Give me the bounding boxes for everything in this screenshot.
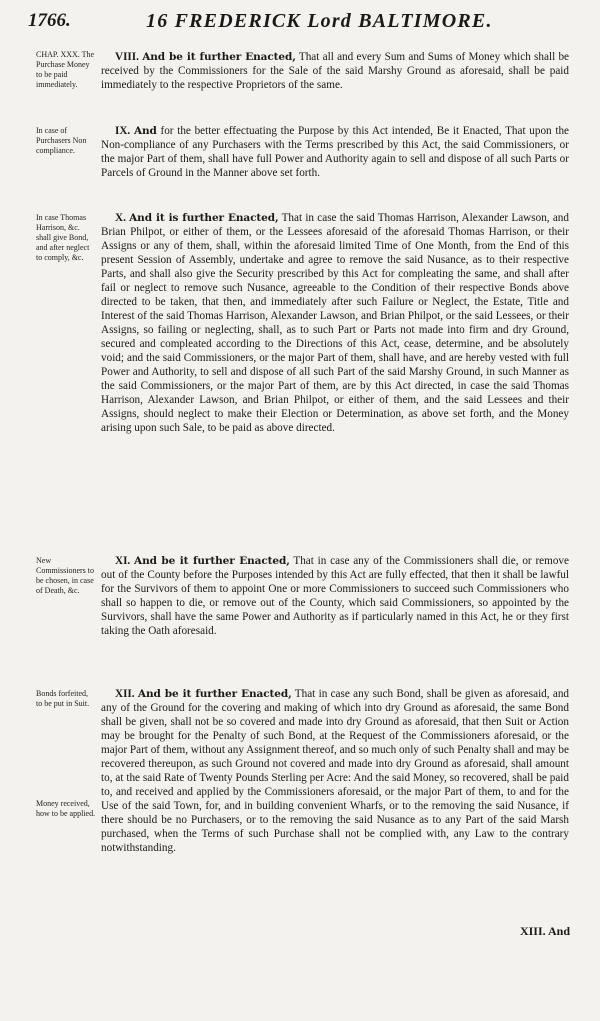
section-body bbox=[101, 554, 569, 638]
margin-note: Bonds forfeited, to be put in Suit. bbox=[36, 689, 90, 708]
catchword: XIII. And bbox=[519, 924, 570, 938]
margin-note: New Commissioners to be chosen, in case of Death, &c. bbox=[36, 556, 95, 595]
section-lead: And it is further Enacted, bbox=[129, 212, 279, 224]
section-body bbox=[101, 124, 569, 180]
page-header bbox=[28, 10, 570, 34]
section-body bbox=[101, 50, 569, 92]
section-number: VIII. bbox=[115, 51, 139, 63]
section-lead: And be it further Enacted, bbox=[142, 51, 296, 63]
margin-note: CHAP. XXX. The Purchase Money to be paid immediately. bbox=[36, 50, 95, 89]
section-lead: And be it further Enacted, bbox=[134, 555, 290, 567]
section-number: XI. bbox=[115, 555, 131, 567]
section-lead: And be it further Enacted, bbox=[137, 688, 292, 700]
margin-note-2: Money received, how to be applied. bbox=[36, 799, 96, 818]
section-number: X. bbox=[115, 212, 126, 224]
section-text: That in case any of the Commissioners shall die, or remove out of the County before the Purposes intended by this Act are fully effected, that then it shall be lawful for the Survivors of them to appoint One or more Commissioners to succeed such Commissioners who shall so happen to die, or remove out of the County, which said Commissioners, so appointed by the Survivors, shall have the same Power and Authority as if particularly named in this Act, he or they first taking the Oath aforesaid. bbox=[101, 555, 569, 637]
margin-note: In case of Purchasers Non compliance. bbox=[36, 126, 87, 155]
section-text: for the better effectuating the Purpose by this Act intended, Be it Enacted, That upon the Non-compliance of any Purchasers with the Terms prescribed by this Act, the said Commissioners, or the major Part of them, shall have full Power and Authority again to sell and dispose of all such Parts or Parcels of Ground in the Manner above set forth. bbox=[101, 125, 570, 179]
section-text: That all and every Sum and Sums of Money which shall be received by the Commissioners for the Sale of the said Marshy Ground as aforesaid, shall be paid immediately to the respective Proprietors of the same. bbox=[101, 51, 570, 91]
section-body bbox=[101, 687, 569, 855]
section-body bbox=[101, 211, 569, 435]
year: 1766. bbox=[28, 10, 71, 31]
section-lead: And bbox=[133, 125, 157, 137]
section-number: IX. bbox=[115, 125, 131, 137]
margin-note: In case Thomas Harrison, &c. shall give Bond, and after neglect to comply, &c. bbox=[36, 213, 90, 262]
section-text: That in case any such Bond, shall be given as aforesaid, and any of the Ground for the covering and making of which into dry Ground as aforesaid, the same Bond shall be given, shall not be so covered and made into dry Ground as aforesaid, that then Suit or Action may be brought for the Penalty of such Bond, at the Request of the Commissioners aforesaid, or the major Part of them, without any Assignment thereof, and so much only of such Penalty shall and may be recovered thereupon, as such Ground not covered and made into dry Ground as aforesaid, shall amount to, at the said Rate of Twenty Pounds Sterling per Acre: And the said Money, so recovered, shall be paid to, and received and applied by the Commissioners aforesaid, or the major Part of them, to and for the Use of the said Town, for, and in building convenient Wharfs, or to the removing the said Nusance, if there should be no Purchasers, or to the removing the said Nusance as to any Part of the said Marsh purchased, when the Terms of such Purchase shall not be complied with, any Law to the contrary notwithstanding. bbox=[101, 688, 570, 854]
page-title: 16 FREDERICK Lord BALTIMORE. bbox=[146, 10, 493, 32]
section-text: That in case the said Thomas Harrison, Alexander Lawson, and Brian Philpot, or either of them, or the Lessees aforesaid of the aforesaid Thomas Harrison, or their Assigns or any of them, shall, within the aforesaid limited Time of One Month, from the End of this present Session of Assembly, undertake and agree to remove the said Nusance, as to their respective Parts, and shall also give the Security prescribed by this Act for compleating the same, and shall after fail or neglect to remove such Nusance, agreeable to the Condition of their respective Bonds above directed to be taken, that then, and immediately after such Failure or Neglect, the Estate, Title and Interest of the said Thomas Harrison, Alexander Lawson, and Brian Philpot, or the said Lessees, or their Assigns, so failing or neglecting, shall, as to such Part or Parts not made into firm and dry Ground, secured and compleated according to the Directions of this Act, cease, determine, and be absolutely void; and the said Commissioners, or the major Part of them, shall have, and are hereby vested with full Power and Authority, to sell and dispose of all such Part of the said Marshy Ground, in such Manner as the said Commissioners, or the major Part of them, are by this Act directed, in case the said Thomas Harrison, Alexander Lawson, and Brian Philpot, or either of them, and the said Lessees and their Assigns, should neglect to make their Election or Determination, as above set forth, and the Money arising upon such Sale, to be paid as above directed. bbox=[101, 212, 569, 434]
section-number: XII. bbox=[115, 688, 135, 700]
